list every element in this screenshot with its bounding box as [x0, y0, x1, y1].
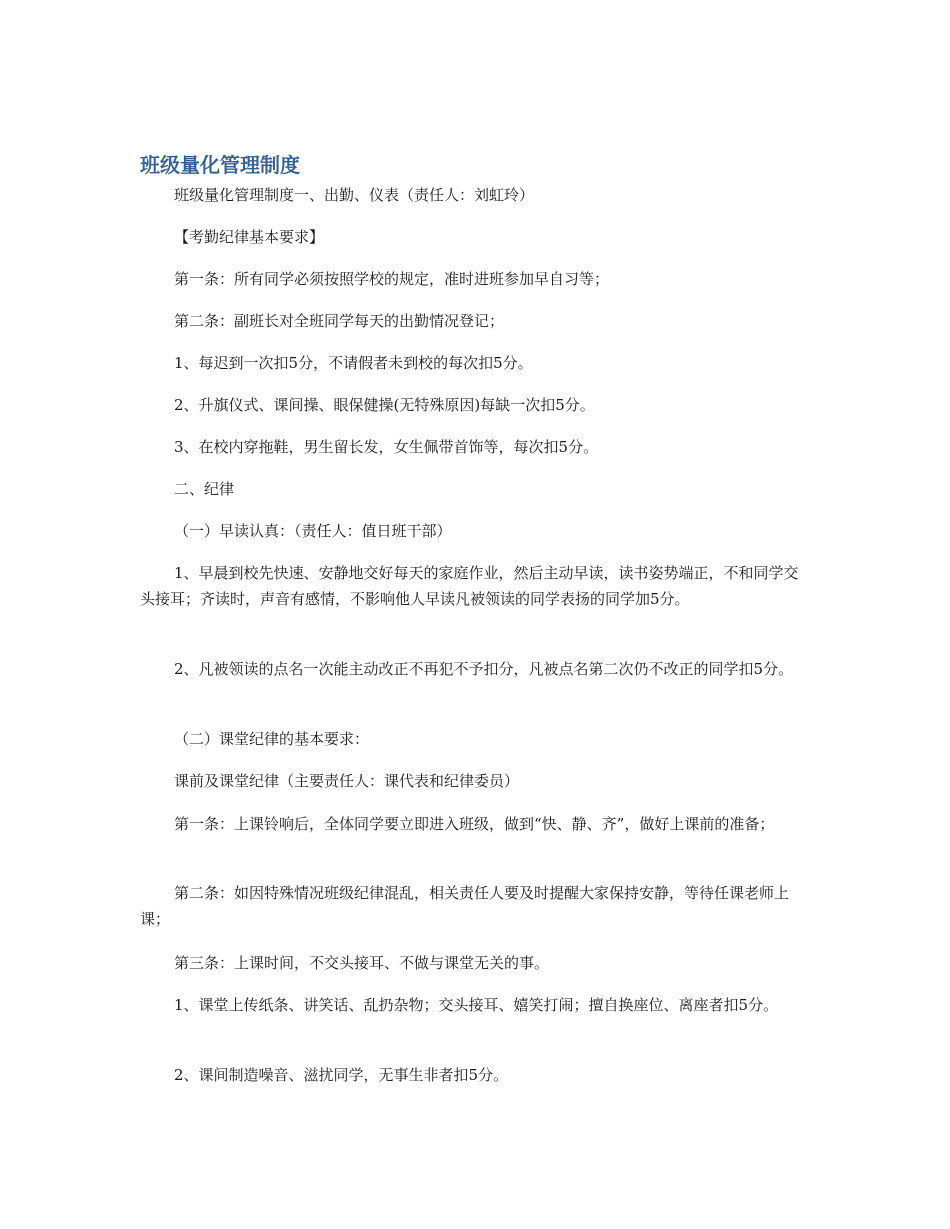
paragraph-classroom-responsible: 课前及课堂纪律（主要责任人：课代表和纪律委员）: [174, 772, 520, 790]
subsection-morning-reading: （一）早读认真：（责任人：值日班干部）: [174, 522, 452, 540]
paragraph-appearance-penalty: 3、在校内穿拖鞋，男生留长发，女生佩带首饰等，每次扣5分。: [174, 438, 599, 456]
paragraph-classroom-penalty-2: 2、课间制造噪音、滋扰同学，无事生非者扣5分。: [174, 1066, 509, 1084]
document-title: 班级量化管理制度: [140, 153, 300, 177]
subsection-classroom-discipline: （二）课堂纪律的基本要求：: [174, 730, 370, 748]
paragraph-attendance-heading: 【考勤纪律基本要求】: [174, 228, 325, 246]
paragraph-intro: 班级量化管理制度一、出勤、仪表（责任人：刘虹玲）: [174, 186, 535, 204]
paragraph-classroom-penalty-1: 1、课堂上传纸条、讲笑话、乱扔杂物；交头接耳、嬉笑打闹；擅自换座位、离座者扣5分。: [174, 996, 779, 1014]
paragraph-ceremony-penalty: 2、升旗仪式、课间操、眼保健操(无特殊原因)每缺一次扣5分。: [174, 396, 595, 414]
paragraph-late-penalty: 1、每迟到一次扣5分，不请假者未到校的每次扣5分。: [174, 354, 533, 372]
paragraph-classroom-rule-2: 第二条：如因特殊情况班级纪律混乱，相关责任人要及时提醒大家保持安静，等待任课老师上课；: [140, 884, 790, 928]
section-heading-discipline: 二、纪律: [174, 480, 235, 498]
paragraph-morning-reading-2: 2、凡被领读的点名一次能主动改正不再犯不予扣分，凡被点名第二次仍不改正的同学扣5分。: [174, 660, 794, 678]
paragraph-classroom-rule-1: 第一条：上课铃响后，全体同学要立即进入班级，做到“快、静、齐”，做好上课前的准备；: [174, 815, 775, 833]
paragraph-rule-1: 第一条：所有同学必须按照学校的规定，准时进班参加早自习等；: [174, 270, 610, 288]
paragraph-rule-2: 第二条：副班长对全班同学每天的出勤情况登记；: [174, 312, 505, 330]
paragraph-classroom-rule-3: 第三条：上课时间，不交头接耳、不做与课堂无关的事。: [174, 954, 550, 972]
paragraph-morning-reading-1: 1、早晨到校先快速、安静地交好每天的家庭作业，然后主动早读，读书姿势端正，不和同学交头接耳；齐读时，声音有感情，不影响他人早读凡被领读的同学表扬的同学加5分。: [140, 564, 799, 608]
